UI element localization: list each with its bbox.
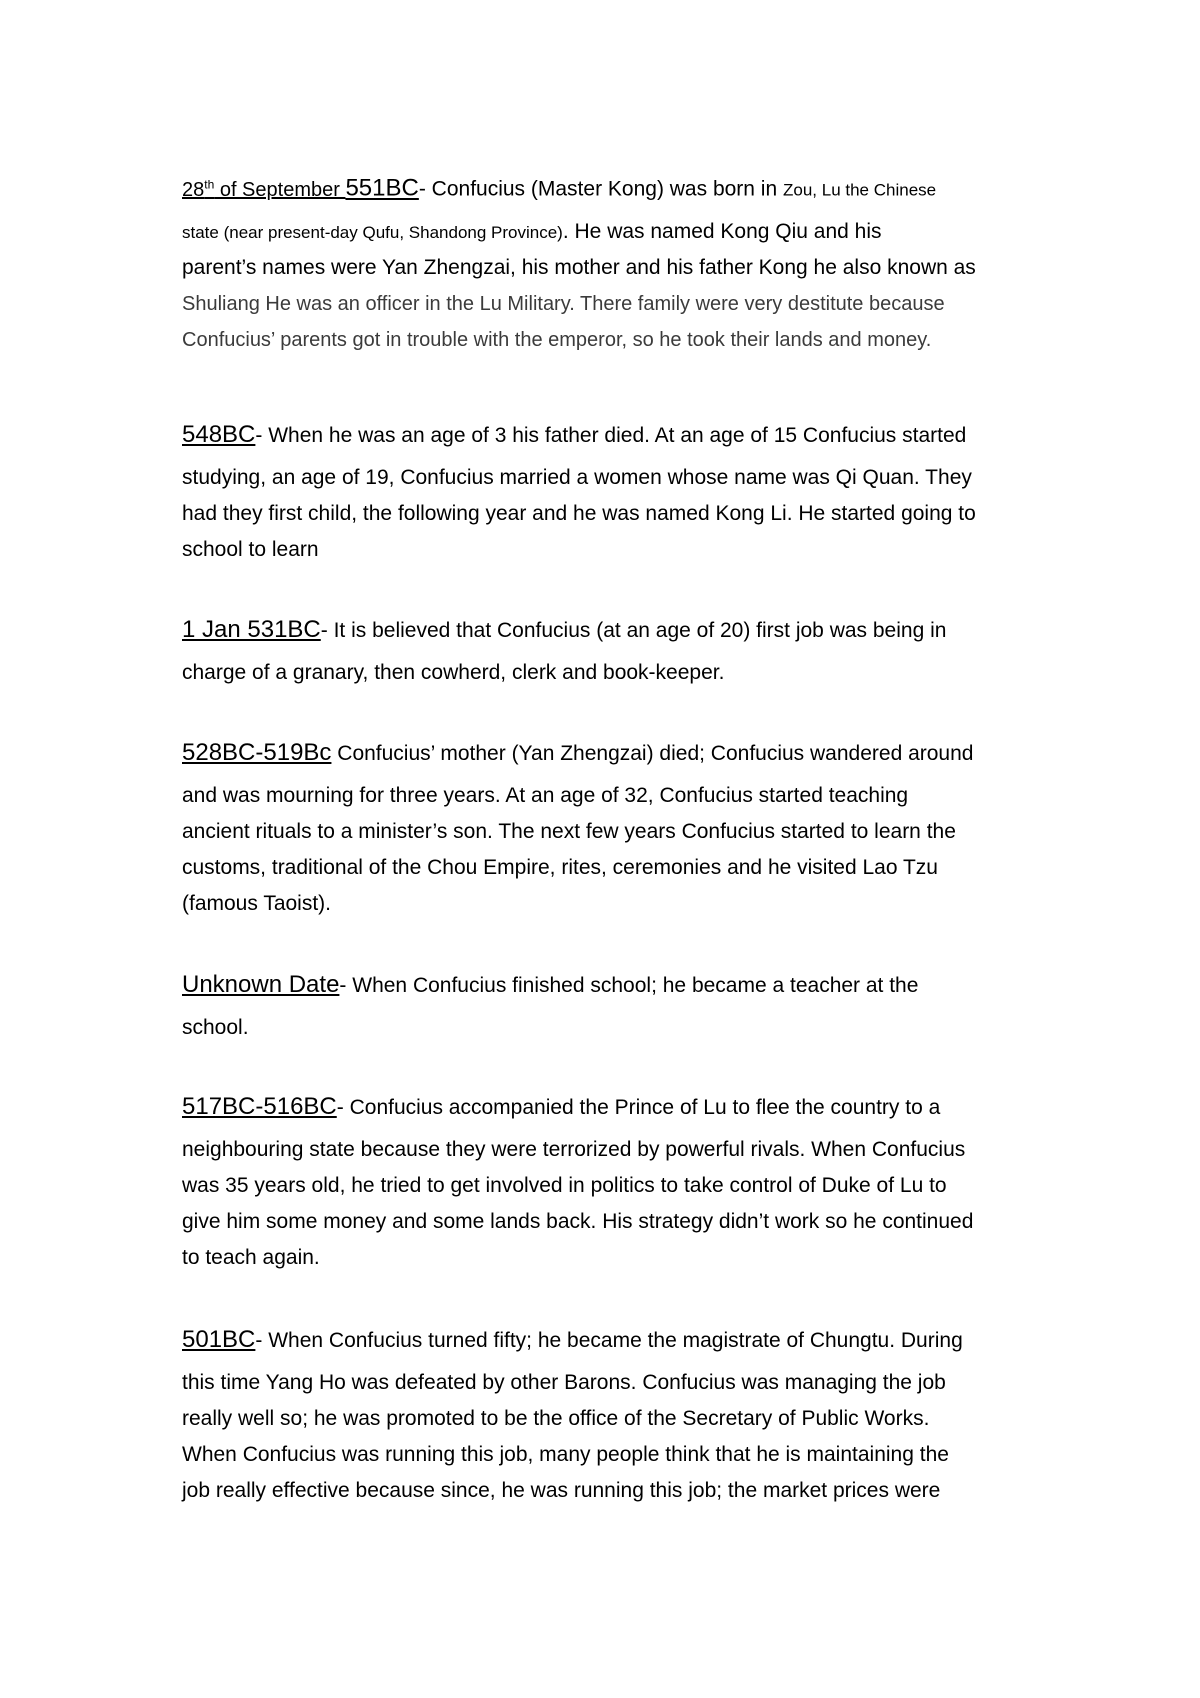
entry-text: . He was named Kong Qiu and his xyxy=(562,220,882,243)
entry-line: parent’s names were Yan Zhengzai, his mother and his father Kong he also known as xyxy=(182,256,976,279)
entry-text: - It is believed that Confucius (at an age of 20) first job was being in xyxy=(320,619,947,642)
entry-text: - When Confucius finished school; he became a teacher at the xyxy=(339,974,919,997)
timeline-entry-531bc xyxy=(182,605,1042,691)
entry-line: When Confucius was running this job, many people think that he is maintaining the xyxy=(182,1443,949,1466)
entry-date: 501BC xyxy=(182,1326,256,1353)
entry-first-line xyxy=(182,960,1042,1010)
entry-date: 528BC-519Bc xyxy=(182,739,332,766)
entry-first-line xyxy=(182,605,1042,655)
entry-text-small: state (near present-day Qufu, Shandong Province) xyxy=(182,223,563,242)
timeline-entry-528bc xyxy=(182,728,1042,922)
timeline-entry-548bc xyxy=(182,410,1042,568)
entry-line: school. xyxy=(182,1016,249,1039)
entry-text-small: Zou, Lu the Chinese xyxy=(783,180,937,200)
entry-line: really well so; he was promoted to be the office of the Secretary of Public Works. xyxy=(182,1407,930,1430)
entry-text: - Confucius (Master Kong) was born in xyxy=(418,177,783,201)
entry-line: school to learn xyxy=(182,538,319,561)
entry-line: this time Yang Ho was defeated by other Barons. Confucius was managing the job xyxy=(182,1371,946,1394)
entry-date xyxy=(182,179,345,201)
entry-line: (famous Taoist). xyxy=(182,892,331,915)
entry-date: 1 Jan 531BC xyxy=(182,616,321,643)
entry-date: 548BC xyxy=(182,421,256,448)
date-month: of September xyxy=(214,178,346,201)
entry-date: 517BC-516BC xyxy=(182,1093,337,1120)
entry-first-line xyxy=(182,1315,1042,1365)
entry-line: studying, an age of 19, Confucius married a women whose name was Qi Quan. They xyxy=(182,466,972,489)
date-day: 28 xyxy=(182,178,205,201)
entry-text: - When Confucius turned fifty; he became the magistrate of Chungtu. During xyxy=(255,1329,963,1352)
timeline-entry-501bc xyxy=(182,1315,1042,1509)
timeline-entry-unknown xyxy=(182,960,1042,1046)
entry-text: - Confucius accompanied the Prince of Lu to flee the country to a xyxy=(336,1096,941,1119)
date-day-suffix: th xyxy=(204,177,215,191)
entry-line: had they first child, the following year and he was named Kong Li. He started going to xyxy=(182,502,976,525)
entry-text: Confucius’ mother (Yan Zhengzai) died; Confucius wandered around xyxy=(331,742,974,765)
entry-line: ancient rituals to a minister’s son. The next few years Confucius started to learn the xyxy=(182,820,956,843)
entry-line: to teach again. xyxy=(182,1246,320,1269)
entry-first-line xyxy=(182,1082,1042,1132)
entry-date: Unknown Date xyxy=(182,971,340,998)
entry-line xyxy=(182,214,1042,250)
entry-line: charge of a granary, then cowherd, clerk and book-keeper. xyxy=(182,661,725,684)
entry-year: 551BC xyxy=(345,174,419,202)
entry-line: customs, traditional of the Chou Empire, rites, ceremonies and he visited Lao Tzu xyxy=(182,856,938,879)
entry-line: job really effective because since, he was running this job; the market prices were xyxy=(182,1479,941,1502)
entry-first-line xyxy=(182,728,1042,778)
entry-line: was 35 years old, he tried to get involved in politics to take control of Duke of Lu to xyxy=(182,1174,947,1197)
timeline-entry-517bc xyxy=(182,1082,1042,1276)
entry-first-line xyxy=(182,410,1042,460)
entry-first-line xyxy=(182,170,1042,202)
entry-line: Shuliang He was an officer in the Lu Military. There family were very destitute because xyxy=(182,293,945,315)
entry-line: give him some money and some lands back. His strategy didn’t work so he continued xyxy=(182,1210,974,1233)
entry-text: - When he was an age of 3 his father died. At an age of 15 Confucius started xyxy=(255,424,967,447)
entry-line: Confucius’ parents got in trouble with the emperor, so he took their lands and money. xyxy=(182,329,932,351)
timeline-entry-551bc xyxy=(182,170,1042,358)
entry-line: and was mourning for three years. At an age of 32, Confucius started teaching xyxy=(182,784,909,807)
entry-line: neighbouring state because they were terrorized by powerful rivals. When Confucius xyxy=(182,1138,966,1161)
